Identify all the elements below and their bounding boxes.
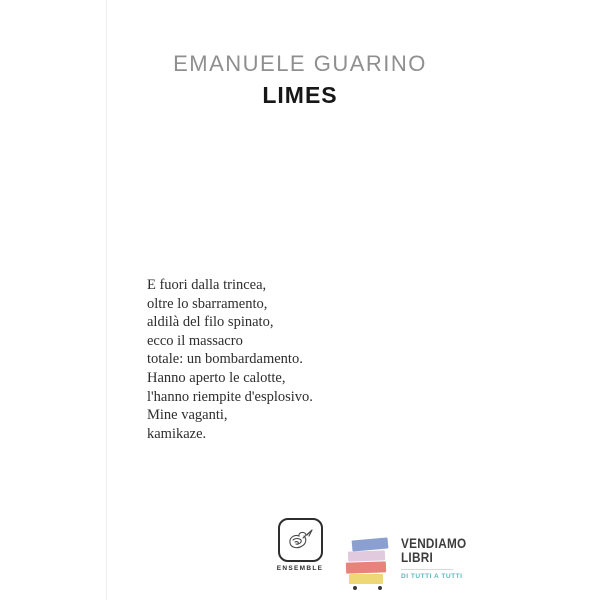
book-stack-cart-icon [344,535,398,593]
author-name: EMANUELE GUARINO [173,51,427,76]
poem-line: Hanno aperto le calotte, [147,369,286,386]
book-coral [346,561,386,573]
bookseller-badge [344,535,466,593]
poem-line: l'hanno riempite d'esplosivo. [147,388,313,405]
publisher-name: ENSEMBLE [276,565,324,572]
book-title: LIMES [262,82,338,108]
badge-name-line1: VENDIAMO [401,535,467,551]
cart-wheel-icon [353,586,357,590]
ensemble-sketch-icon [285,526,315,554]
poem-line: E fuori dalla trincea, [147,277,267,293]
ensemble-logo-icon [278,518,323,562]
poem-line: oltre lo sbarramento, [147,295,268,312]
book-lavender [348,550,385,561]
poem-line: Mine vaganti, [147,407,228,424]
badge-name-line2: LIBRI [401,548,433,565]
cart-wheel-icon [378,586,382,590]
publisher-logo [276,518,324,572]
book-yellow [349,574,383,584]
poem-text [147,276,313,443]
badge-tagline: DI TUTTI A TUTTI [401,573,463,580]
poem-line: aldilà del filo spinato, [147,314,274,331]
poem-line: kamikaze. [147,425,207,442]
badge-text-block [401,537,466,580]
poem-line: totale: un bombardamento. [147,351,303,368]
badge-divider [401,569,453,570]
poem-line: ecco il massacro [147,332,243,349]
